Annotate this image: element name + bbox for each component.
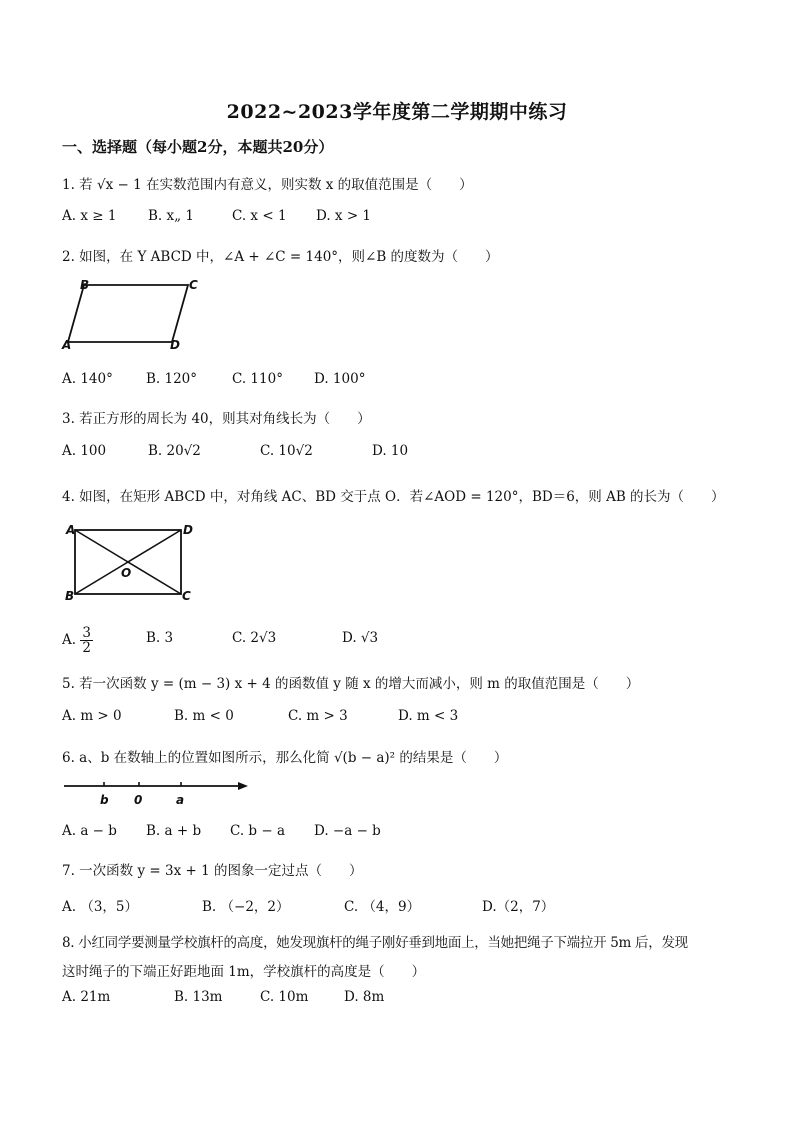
- question-7: 7. 一次函数 y = 3x + 1 的图象一定过点（ ）: [62, 863, 363, 879]
- option-b: B. a + b: [146, 823, 202, 839]
- question-3: 3. 若正方形的周长为 40，则其对角线长为（ ）: [62, 411, 371, 427]
- option-c: C. 2√3: [232, 630, 277, 646]
- number-line-figure: [62, 776, 252, 810]
- page-title: 2022~2023学年度第二学期期中练习: [226, 101, 568, 123]
- section-heading: 一、选择题（每小题2分，本题共20分）: [62, 138, 334, 156]
- option-d: D. 10: [372, 443, 409, 459]
- option-a: A. m > 0: [62, 708, 122, 724]
- option-d: D. 100°: [314, 371, 366, 387]
- question-5: 5. 若一次函数 y = (m − 3) x + 4 的函数值 y 随 x 的增大而减小，则 m 的取值范围是（ ）: [62, 676, 640, 692]
- option-c: C. （4，9）: [344, 899, 421, 915]
- option-c: C. b − a: [230, 823, 286, 839]
- point-label-zero: 0: [134, 793, 143, 807]
- option-a: A. a − b: [62, 823, 117, 839]
- option-d: D. −a − b: [314, 823, 381, 839]
- option-d: D. 8m: [344, 989, 385, 1005]
- question-6: 6. a、b 在数轴上的位置如图所示，那么化简 √(b − a)² 的结果是（ ）: [62, 750, 508, 766]
- option-c: C. 10√2: [260, 443, 313, 459]
- question-1: 1. 若 √x − 1 在实数范围内有意义，则实数 x 的取值范围是（ ）: [62, 177, 473, 193]
- rectangle-figure: [62, 521, 202, 603]
- vertex-label-b: B: [65, 589, 75, 603]
- question-8-line-1: 8. 小红同学要测量学校旗杆的高度，她发现旗杆的绳子刚好垂到地面上，当她把绳子下端拉开 5m 后，发现: [62, 935, 688, 951]
- option-c: C. m > 3: [288, 708, 348, 724]
- vertex-label-a: A: [66, 523, 76, 537]
- option-d: D. x > 1: [316, 208, 372, 224]
- arrow-icon: [238, 782, 248, 790]
- point-label-b: b: [100, 793, 109, 807]
- option-b: B. x„ 1: [148, 208, 194, 224]
- parallelogram-figure: [60, 276, 210, 354]
- option-d: D. m < 3: [398, 708, 459, 724]
- question-8-line-2: 这时绳子的下端正好距地面 1m，学校旗杆的高度是（ ）: [62, 964, 426, 980]
- fraction-numerator: 3: [82, 625, 91, 641]
- option-d: D. √3: [342, 630, 379, 646]
- vertex-label-c: C: [189, 278, 198, 292]
- option-b: B. （−2，2）: [202, 899, 290, 915]
- option-b: B. 120°: [146, 371, 198, 387]
- option-a-prefix: A.: [62, 632, 77, 649]
- option-c: C. x < 1: [232, 208, 287, 224]
- parallelogram-shape: [68, 285, 188, 342]
- option-b: B. 20√2: [148, 443, 201, 459]
- option-d: D.（2，7）: [482, 899, 555, 915]
- option-b: B. 3: [146, 630, 174, 646]
- vertex-label-o: O: [121, 566, 132, 580]
- option-b: B. 13m: [174, 989, 223, 1005]
- vertex-label-d: D: [170, 338, 180, 352]
- option-b: B. m < 0: [174, 708, 234, 724]
- vertex-label-a: A: [62, 338, 72, 352]
- fraction: [80, 626, 93, 655]
- point-label-a: a: [176, 793, 185, 807]
- option-a: [62, 626, 93, 655]
- option-a: A. 21m: [62, 989, 111, 1005]
- fraction-denominator: 2: [82, 640, 91, 657]
- option-a: A. 140°: [62, 371, 113, 387]
- question-2: 2. 如图，在 Y ABCD 中，∠A + ∠C = 140°，则∠B 的度数为（ ）: [62, 249, 499, 265]
- option-a: A. （3，5）: [62, 899, 139, 915]
- vertex-label-c: C: [182, 589, 191, 603]
- vertex-label-d: D: [183, 523, 193, 537]
- option-a: A. 100: [62, 443, 107, 459]
- vertex-label-b: B: [80, 278, 90, 292]
- option-c: C. 10m: [260, 989, 309, 1005]
- question-4: 4. 如图，在矩形 ABCD 中，对角线 AC、BD 交于点 O．若∠AOD = 120°，BD＝6，则 AB 的长为（ ）: [62, 489, 725, 505]
- option-a: A. x ≥ 1: [62, 208, 117, 224]
- option-c: C. 110°: [232, 371, 283, 387]
